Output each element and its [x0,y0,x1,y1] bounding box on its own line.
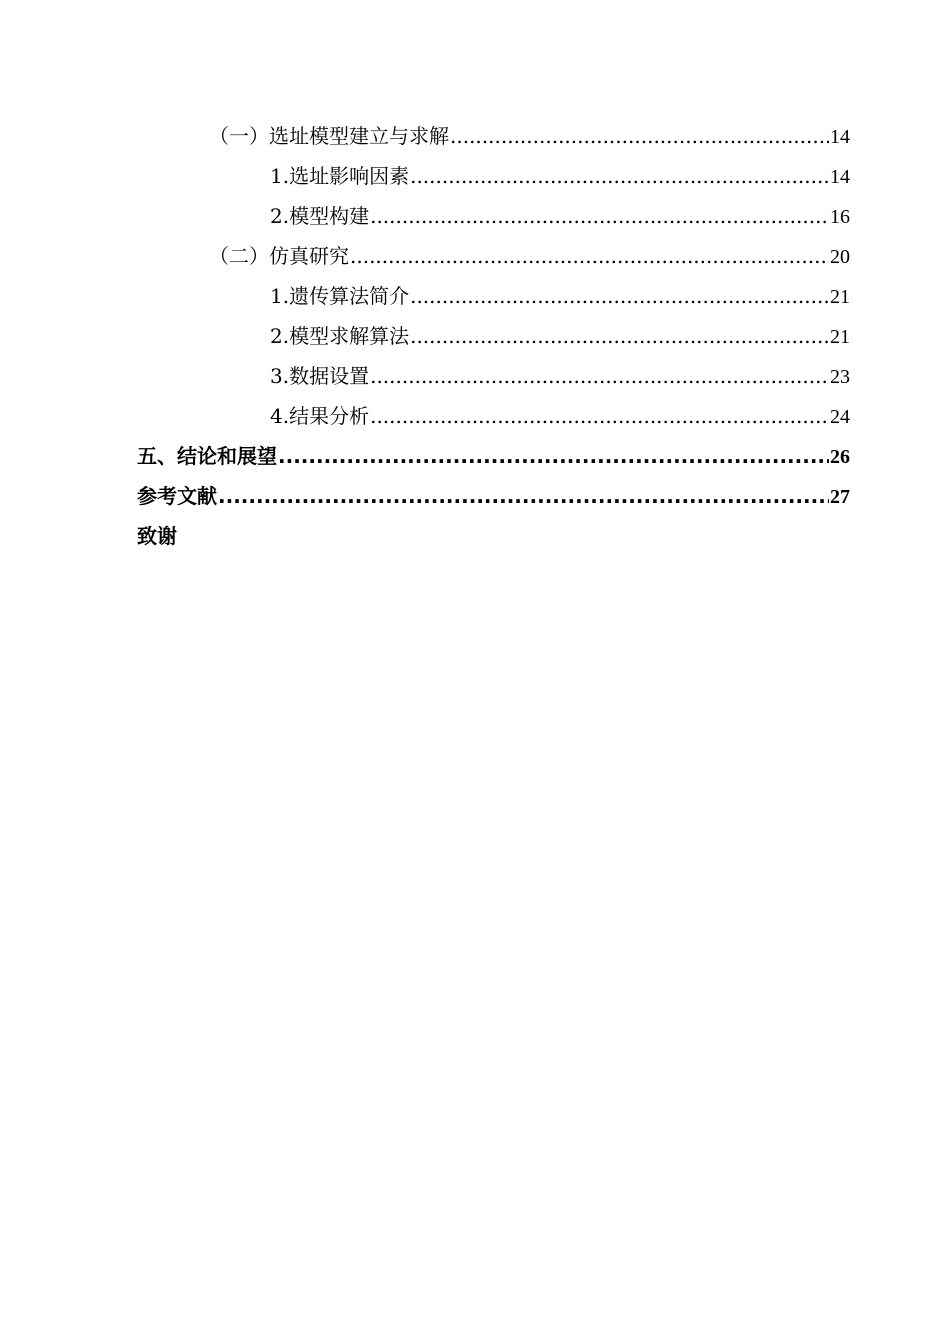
toc-dot-leader [350,236,829,276]
toc-entry-page: 23 [830,365,850,388]
toc-entry-page: 16 [830,205,850,228]
toc-entry[interactable] [0,396,950,436]
toc-dot-leader [410,316,829,356]
toc-dot-leader [370,396,829,436]
toc-entry-label: 1.选址影响因素 [270,163,410,188]
toc-dot-leader [410,156,829,196]
toc-entry-label: 2.模型求解算法 [270,323,410,348]
toc-entry-chapter[interactable] [0,436,950,476]
toc-entry-label: 参考文献 [137,483,217,508]
toc-entry-label: 五、结论和展望 [137,443,277,468]
toc-entry-label: 2.模型构建 [270,203,370,228]
toc-entry[interactable] [0,276,950,316]
toc-entry[interactable] [0,196,950,236]
toc-entry-page: 26 [830,445,850,468]
toc-entry[interactable] [0,316,950,356]
toc-dot-leader [278,436,829,476]
toc-entry-page: 14 [830,165,850,188]
table-of-contents [0,116,950,556]
toc-dot-leader [410,276,829,316]
toc-dot-leader [370,196,829,236]
toc-entry-page: 21 [830,285,850,308]
toc-entry[interactable] [0,236,950,276]
toc-entry-label: （二）仿真研究 [209,243,349,268]
toc-entry-label: 致谢 [137,524,177,548]
toc-entry-label: 1.遗传算法简介 [270,283,410,308]
toc-entry-label: 3.数据设置 [270,363,370,388]
toc-entry-chapter[interactable] [0,476,950,516]
toc-entry-label: （一）选址模型建立与求解 [209,123,449,148]
toc-dot-leader [450,116,829,156]
toc-entry-page: 20 [830,245,850,268]
toc-dot-leader [218,476,829,516]
toc-dot-leader [370,356,829,396]
toc-entry[interactable] [0,356,950,396]
toc-entry-chapter[interactable] [0,516,950,556]
toc-entry-page: 21 [830,325,850,348]
toc-entry[interactable] [0,116,950,156]
toc-entry-page: 27 [830,485,850,508]
toc-entry[interactable] [0,156,950,196]
toc-entry-page: 24 [830,405,850,428]
toc-entry-page: 14 [830,125,850,148]
toc-entry-label: 4.结果分析 [270,403,370,428]
